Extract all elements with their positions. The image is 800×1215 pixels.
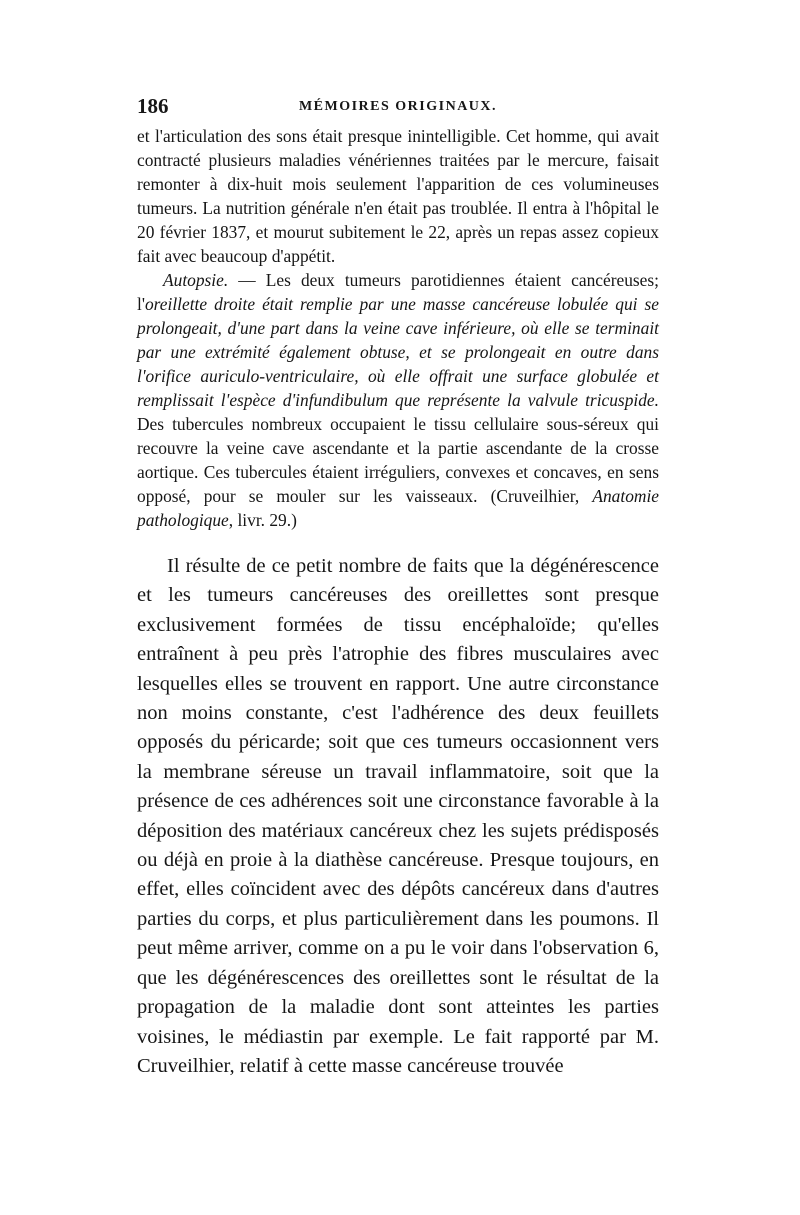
source-end: , livr. 29.) <box>228 510 297 530</box>
observation-block <box>137 124 659 532</box>
page-number: 186 <box>137 94 169 118</box>
autopsy-paragraph <box>137 268 659 532</box>
autopsy-dash: — <box>228 270 266 290</box>
main-paragraph: Il résulte de ce petit nombre de faits que la dégénérescence et les tumeurs cancéreuses des oreillettes sont presque exclusivement formées de tissu encéphaloïde; qu'elles entraînent à peu près l'atrophie des fibres musculaires avec lesquelles elles se trouvent en rapport. Une autre circonstance non moins constante, c'est l'adhérence des deux feuillets opposés du péricarde; soit que ces tumeurs occasionnent vers la membrane séreuse un travail inflammatoire, soit que la présence de ces adhérences soit une circonstance favorable à la déposition des matériaux cancéreux chez les sujets prédisposés ou déjà en proie à la diathèse cancéreuse. Presque toujours, en effet, elles coïncident avec des dépôts cancéreux dans d'autres parties du corps, et plus particulièrement dans les poumons. Il peut même arriver, comme on a pu le voir dans l'observation 6, que les dégénérescences des oreillettes sont le résultat de la propagation de la maladie dont sont atteintes les parties voisines, le médiastin par exemple. Le fait rapporté par M. Cruveilhier, relatif à cette masse cancéreuse trouvée <box>137 555 659 1077</box>
autopsy-italic: oreillette droite était remplie par une masse cancéreuse lobulée qui se prolongeait, d'une part dans la veine cave inférieure, où elle se terminait par une extrémité également obtuse, et se prolongeait en outre dans l'orifice auriculo-ventriculaire, où elle offrait une surface globulée et remplissait l'espèce d'infundibulum que représente la valvule tricuspide. <box>137 294 659 410</box>
observation-continuation: et l'articulation des sons était presque inintelligible. Cet homme, qui avait contracté plusieurs maladies vénériennes traitées par le mercure, faisait remonter à dix-huit mois seulement l'apparition de ces volumineuses tumeurs. La nutrition générale n'en était pas troublée. Il entra à l'hôpital le 20 février 1837, et mourut subitement le 22, après un repas assez copieux fait avec beaucoup d'appétit. <box>137 126 659 266</box>
autopsy-text-1: Les deux tumeurs parotidiennes étaient cancéreuses; l' <box>137 270 659 314</box>
book-page <box>137 92 659 1081</box>
running-title: MÉMOIRES ORIGINAUX. <box>298 99 498 114</box>
source-title: Anatomie pathologique <box>137 486 659 530</box>
autopsy-label: Autopsie. <box>163 270 229 290</box>
running-head <box>137 92 659 120</box>
autopsy-text-2: Des tubercules nombreux occupaient le tissu cellulaire sous-séreux qui recouvre la veine cave ascendante et la partie ascendante de la crosse aortique. Ces tubercules étaient irréguliers, convexes et concaves, en sens opposé, pour se mouler sur les vaisseaux. (Cruveilhier, <box>137 414 659 506</box>
main-text-block <box>137 552 659 1081</box>
